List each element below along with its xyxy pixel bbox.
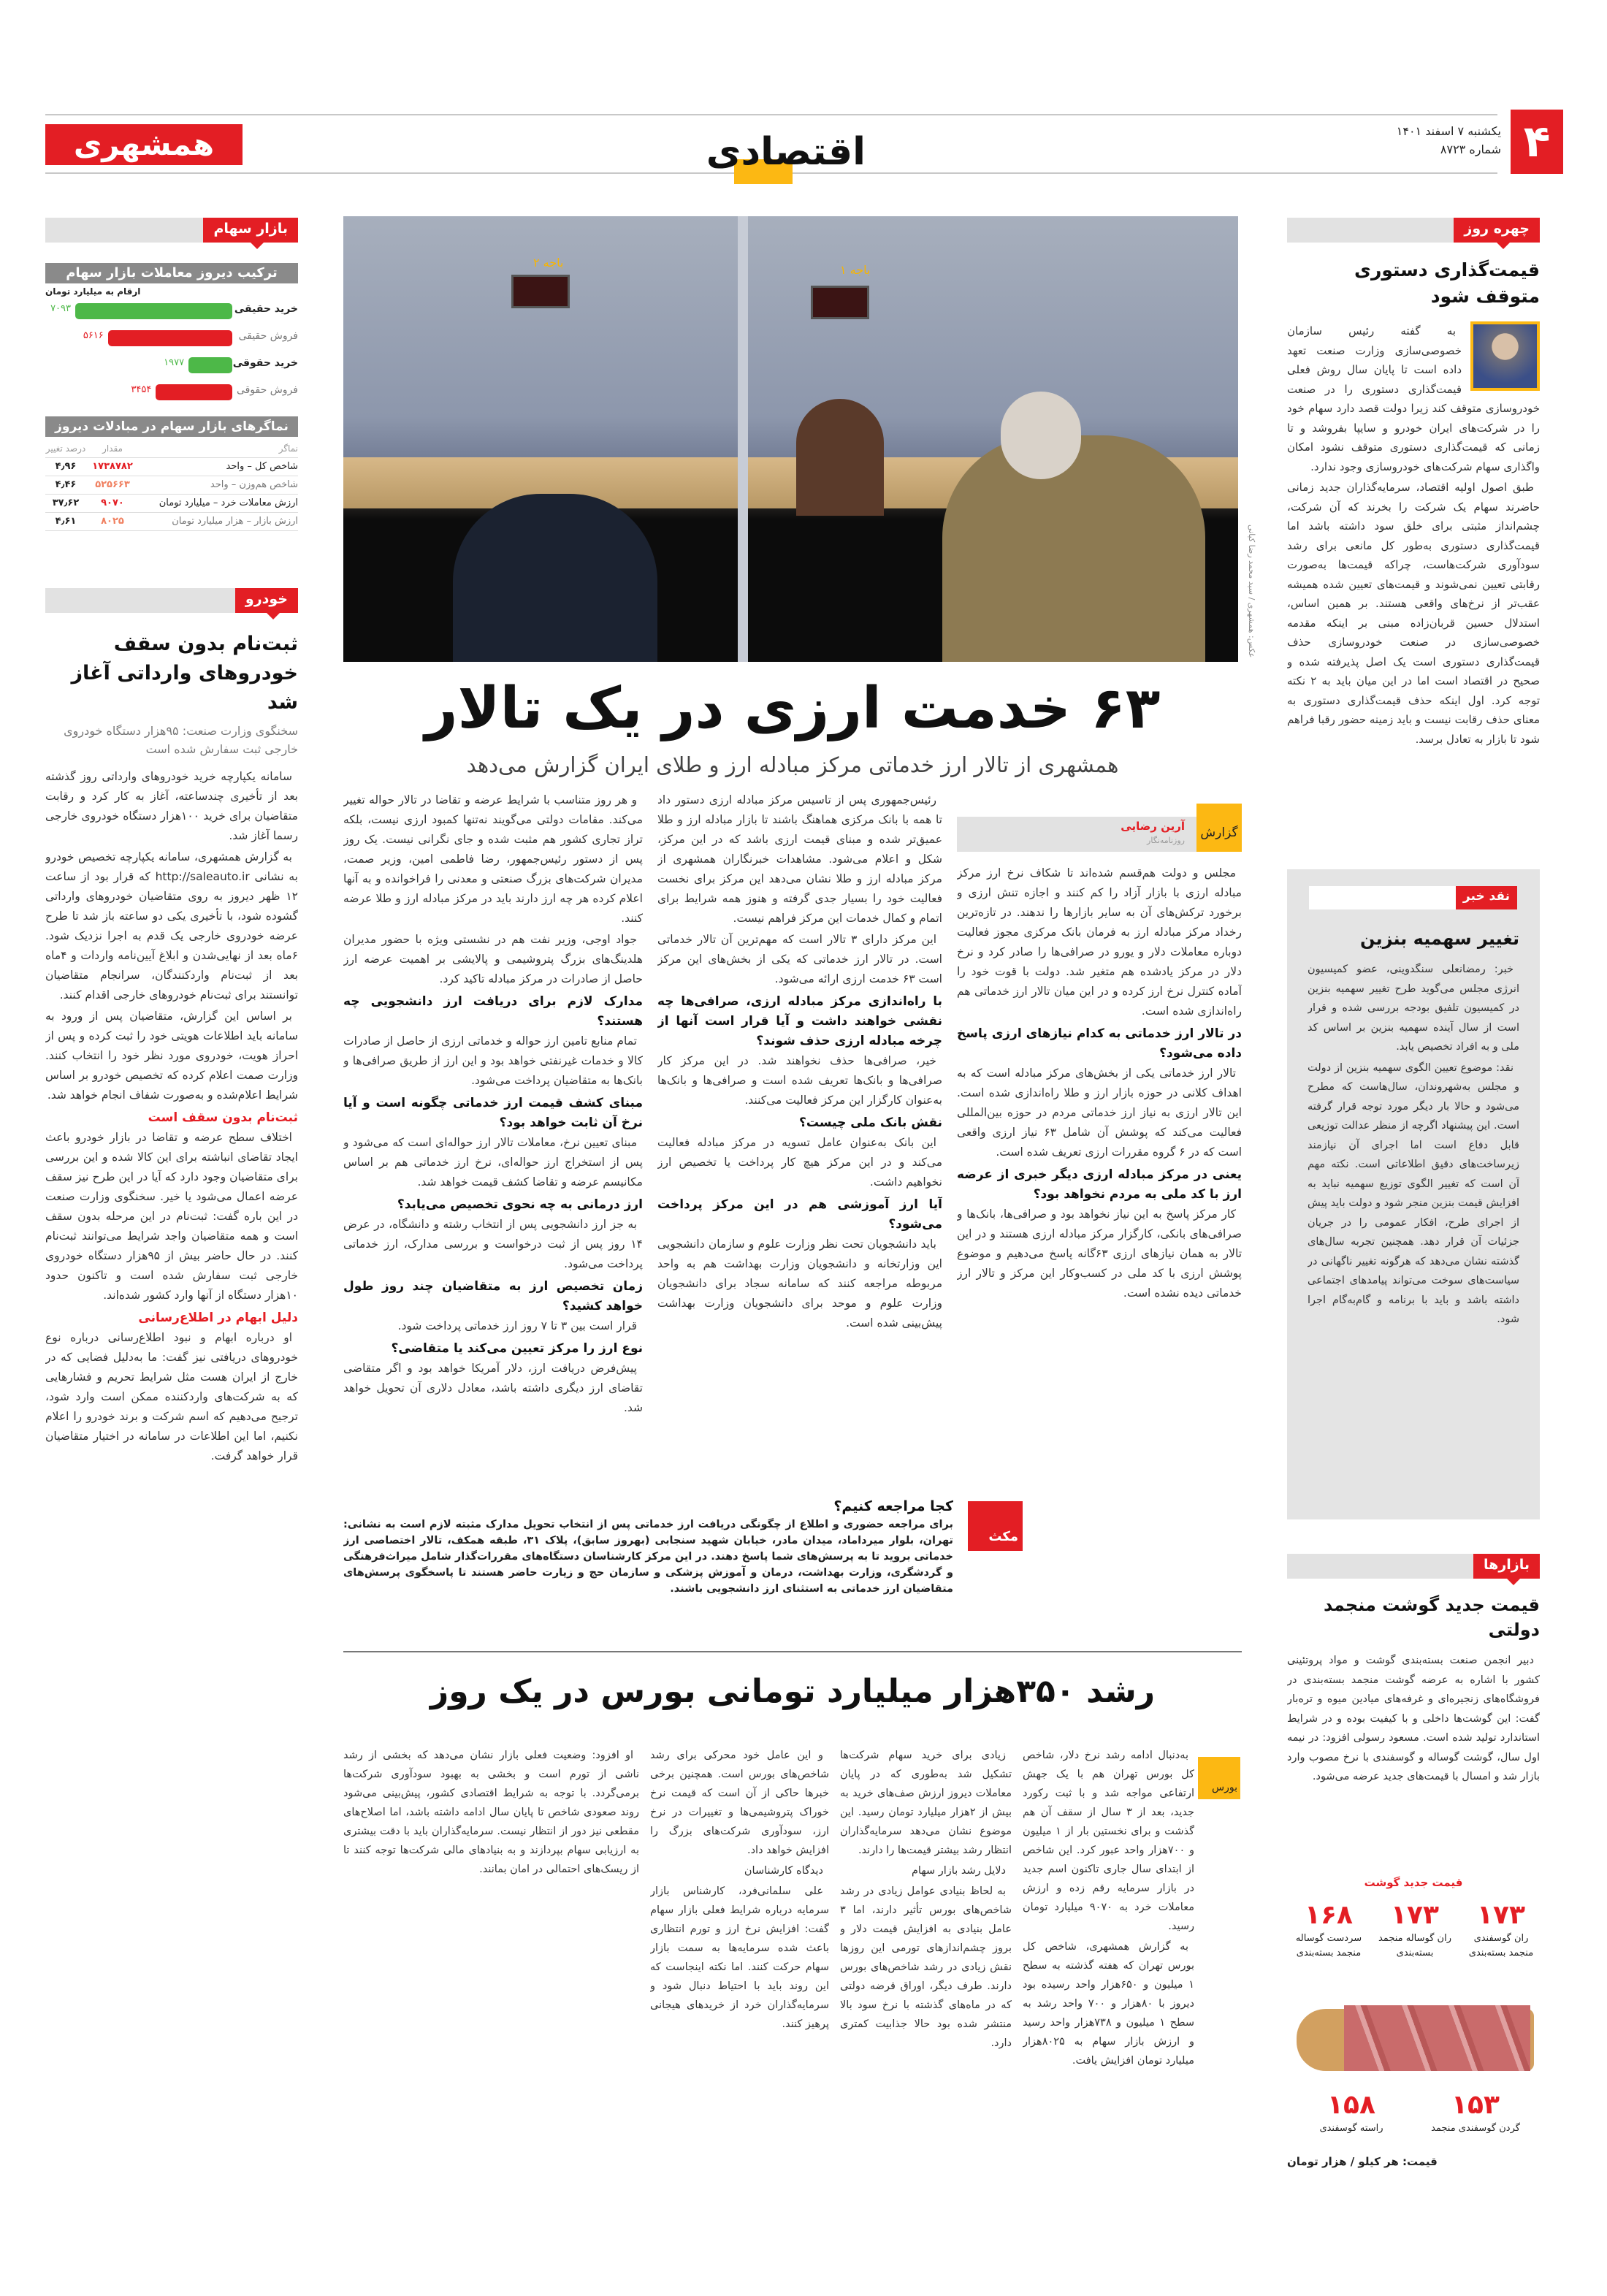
report-tag: گزارش [1196, 804, 1242, 852]
main-headline: ۶۳ خدمت ارزی در یک تالار [424, 676, 1161, 741]
paragraph: تالار ارز خدماتی یکی از بخش‌های مرکز مبادله است که به اهداف کلانی در حوزه بازار ارز و طلا راه‌اندازی شده است. این تالار ارزی به نیاز ارز خدماتی مردم در حوزه بین‌المللی فعالیت می‌کند که پوشش آن شامل ۶۳ نیاز ارزی واقعی است که در ۶ گروه مقررات ارزی تعریف شده است. [957, 1067, 1242, 1159]
face-kicker [1287, 218, 1540, 243]
table-cell: ۴٫۹۶ [55, 461, 77, 472]
table-cell: ۴٫۶۱ [55, 516, 77, 527]
bourse-col-4 [343, 1746, 639, 2162]
paragraph-list [343, 1359, 643, 1418]
paragraph: جواد اوجی، وزیر نفت هم در نشستی ویژه با حضور مدیران هلدینگ‌های بزرگ پتروشیمی و پالایشی بر اهمیت عرضه ارز حاصل از صادرات در مرکز مبادله تاکید کرد. [343, 933, 643, 985]
meat-price-item [1461, 1899, 1541, 1961]
bar-value-label: ۵۶۱۶ [83, 330, 104, 341]
main-subtitle: همشهری از تالار ارز خدماتی مرکز مبادله ارز و طلای ایران گزارش می‌دهد [466, 752, 1119, 777]
meat-price-value: ۱۵۸ [1327, 2090, 1375, 2120]
qa-question: مبنای کشف قیمت ارز خدماتی چگونه است و آیا نرخ آن ثابت خواهد بود؟ [343, 1096, 643, 1130]
where-to-go-title: کجا مراجعه کنیم؟ [833, 1498, 953, 1514]
paragraph: او درباره ابهام و نبود اطلاع‌رسانی درباره نوع خودروهای دریافتی نیز گفت: ما به‌دلیل فضایی که در خارج از ایران هست مثل شرایط تحریم و فشارهایی که به شرکت‌های واردکننده ممکن است وارد شود، ترجیح می‌دهیم که اسم شرکت و برند خودرو را اعلام نکنیم، اما این اطلاعات در سامانه در اختیار متقاضیان قرار خواهد گرفت. [45, 1331, 298, 1462]
table-cell: ۴٫۴۶ [55, 479, 77, 490]
paragraph: بر اساس این گزارش، متقاضیان پس از ورود به سامانه باید اطلاعات هویتی خود را ثبت کرده و پس از احراز هویت، خودروی مورد نظر خود را انتخاب کنند. وزارت صمت اعلام کرده که تخصیص خودرو بر اساس شرایط اعلام‌شده و به‌صورت شفاف انجام خواهد شد. [45, 1010, 298, 1102]
counter-label-2: باجه ۲ [533, 256, 564, 270]
makas-tag: مکث [968, 1501, 1023, 1551]
table-row [45, 458, 298, 476]
meat-price-label: راسته گوسفندی [1319, 2123, 1383, 2134]
stock-chart-unit: ارقام به میلیارد تومان [45, 286, 141, 297]
car-headline: ثبت‌نام بدون سقف خودروهای وارداتی آغاز شد [71, 633, 298, 714]
photo-credit: عکس: همشهری / سید محمد رضا کیانی [1247, 524, 1256, 657]
main-body-col-1 [957, 863, 1242, 1484]
stock-indices-table [45, 440, 298, 531]
paragraph-list [1308, 960, 1519, 1330]
paragraph-list [343, 1746, 639, 1879]
newspaper-logo: همشهری [45, 124, 243, 165]
paragraph: و این عامل خود محرکی برای رشد شاخص‌های بورس است. همچنین برخی خبرها حاکی از آن است که قیمت نرخ خوراک پتروشیمی‌ها و تغییرات در نرخ ارز، سودآوری شرکت‌های بزرگ را افزایش خواهد داد. [650, 1750, 829, 1856]
meat-price-value: ۱۷۳ [1391, 1900, 1439, 1930]
where-to-go [343, 1496, 953, 1646]
bar-label: خرید حقوقی [232, 357, 298, 369]
paragraph: و هر روز متناسب با شرایط عرضه و تقاضا در تالار حواله تغییر می‌کند. مقامات دولتی می‌گویند نه‌تنها کمبود ارزی نیست، بلکه تراز تجاری کشور هم مثبت شده و جای نگرانی نیست. یک روز پس از دستور رئیس‌جمهور، رضا فاطمی امین، وزیر صمت، مدیران شرکت‌های بزرگ صنعتی و معدنی را فراخوانده و به آنها اعلام کرده هر چه ارز دارند باید در مرکز مبادله ارز و طلا عرضه کنند. [343, 793, 643, 925]
stock-kicker [45, 218, 298, 243]
table-cell: ۹۰۷۰ [101, 497, 124, 508]
table-header: مقدار [102, 443, 123, 454]
meat-price-label: ران گوساله منجمد بسته‌بندی [1378, 1933, 1451, 1959]
paragraph-list [343, 1316, 643, 1336]
qa-question: نقش بانک ملی چیست؟ [799, 1115, 942, 1130]
paragraph: پیش‌فرض دریافت ارز، دلار آمریکا خواهد بود و اگر متقاضی تقاضای ارز دیگری داشته باشد، معادل دلاری آن تحویل خواهد شد. [343, 1362, 643, 1414]
car-kicker-tag: خودرو [235, 588, 298, 613]
table-cell: ۵۲۵۶۶۳ [95, 479, 130, 490]
table-cell: شاخص هم‌وزن – واحد [210, 479, 298, 490]
paragraph-list [650, 1746, 829, 2034]
qa-question: ارز درمانی به چه نحوی تخصیص می‌یابد؟ [397, 1197, 643, 1212]
paragraph: سامانه یکپارچه خرید خودروهای وارداتی روز گذشته بعد از تأخیری چندساعته، آغاز به کار کرد و رقابت متقاضیان برای خرید ۱۰۰هزار دستگاه خودروی خارجی رسما آغاز شد. [45, 770, 298, 842]
meat-price-value: ۱۷۳ [1477, 1900, 1525, 1930]
meat-price-value: ۱۵۳ [1451, 2090, 1500, 2120]
paragraph: رئیس‌جمهوری پس از تاسیس مرکز مبادله ارزی دستور داد تا همه با بانک مرکزی هماهنگ باشند تا بازار مبادله ارز و طلا عمیق‌تر شده و مبنای قیمت ارزی باشد که در این مرکز، شکل و اعلام می‌شود. مشاهدات خبرنگاران همشهری از مرکز مبادله ارز و طلا نشان می‌دهد این مرکز برای نخست فعالیت خود را بسیار جدی گرفته و هنوز همه شرایط برای اتمام و کمال خدمات این مرکز فراهم نیست. [657, 793, 942, 925]
meat-price-label: گردن گوسفندی منجمد [1431, 2123, 1520, 2134]
paragraph: به گفته رئیس سازمان خصوصی‌سازی وزارت صنعت تعهد داده است تا پایان سال روش فعلی قیمت‌گذاری دستوری را در صنعت خودروسازی متوقف کند زیرا دولت قصد دارد سهام خود را در شرکت‌های ایران خودرو و سایپا بفروشد و تا زمانی که قیمت‌گذاری دستوری متوقف نشود امکان واگذاری سهام شرکت‌های خودروسازی وجود ندارد. [1287, 324, 1540, 473]
paragraph-list [45, 1128, 298, 1305]
meat-price-label: ران گوسفندی منجمد بسته‌بندی [1468, 1933, 1534, 1959]
masthead-rule-top [45, 114, 1497, 115]
author-name: آرین رضایی [1121, 820, 1185, 833]
face-headline: قیمت‌گذاری دستوری متوقف شود [1354, 259, 1540, 307]
meat-cuts [1344, 2005, 1530, 2071]
critique-headline: تغییر سهمیه بنزین [1359, 928, 1519, 949]
car-article [45, 630, 298, 2164]
paragraph: به گزارش همشهری، سامانه یکپارچه تخصیص خودرو به نشانی http://saleauto.ir که قرار بود از ساعت ۱۲ ظهر دیروز به روی متقاضیان خودروهای وارداتی گشوده شود، با تأخیری یکی دو ساعته باز شد تا طرح عرضه خودروی خارجی یک قدم به اجرا نزدیک شود. ۶ماه بعد از نهایی‌شدن و ابلاغ آیین‌نامه واردات و ۴ماه بعد از ثبت‌نام واردکنندگان، سرانجام متقاضیان توانستند برای ثبت‌نام خودروهای خارجی اقدام کنند. [45, 850, 298, 1002]
section-title-text: اقتصادی [706, 130, 866, 174]
meat-price-item [1297, 2089, 1406, 2136]
meat-infographic-title: قیمت جدید گوشت [1364, 1876, 1463, 1889]
paragraph-list [45, 767, 298, 1105]
table-cell: شاخص کل – واحد [226, 461, 298, 472]
paragraph-list [343, 1133, 643, 1192]
bourse-col-2 [840, 1746, 1012, 2162]
qa-question: مدارک لازم برای دریافت ارز دانشجویی چه هستند؟ [343, 994, 643, 1029]
author-role: روزنامه‌نگار [1147, 836, 1185, 845]
paragraph: خیر، صرافی‌ها حذف نخواهند شد. در این مرکز کار صرافی‌ها و بانک‌ها تعریف شده است و صرافی‌ها و بانک‌ها به‌عنوان کارگزار این مرکز فعالیت می‌کنند. [657, 1054, 942, 1107]
qa-question: یعنی در مرکز مبادله ارزی دیگر خبری از عرضه ارز با کد ملی به مردم نخواهد بود؟ [957, 1167, 1242, 1202]
paragraph: مبنای تعیین نرخ، معاملات تالار ارز حواله‌ای است که می‌شود و پس از استخراج ارز حواله‌ای، نرخ ارز خدماتی هم بر اساس مکانیسم عرضه و تقاضا کشف قیمت خواهد شد. [343, 1136, 643, 1189]
where-to-go-text: برای مراجعه حضوری و اطلاع از چگونگی دریافت ارز خدماتی پس از انتخاب تحویل مدارک مثبته لازم است به نشانی: تهران، بلوار میرداماد، میدان مادر، خیابان شهید سنجابی (بهروز سابق)، پلاک ۳۱، طبقه همکف، تالار اختصاصی ارز خدماتی بروید تا به پرسش‌های شما پاسخ دهند. در این مرکز کارشناسان دستگاه‌های مقررات‌گذار شامل میراث‌فرهنگی و گردشگری، وزارت بهداشت، درمان و آموزش پزشکی و سازمان حج و زیارت حاضر هستند تا پاسخگوی پرسش‌های متقاضیان ارز خدماتی به استثنای ارز دانشجویی باشند. [343, 1519, 953, 1595]
qa-question: با راه‌اندازی مرکز مبادله ارزی، صرافی‌ها چه نقشی خواهند داشت و آیا قرار است آنها از چرخه مبادله ارزی حذف شوند؟ [657, 994, 942, 1048]
meat-price-label: سردست گوساله منجمد بسته‌بندی [1295, 1933, 1362, 1959]
paragraph: نقد: موضوع تعیین الگوی سهمیه بنزین از دولت و مجلس به‌شهروندان، سال‌هاست که مطرح می‌شود و حالا بار دیگر مورد توجه قرار گرفته است. این پیشنهاد اگرچه از منظر عدالت توزیعی قابل دفاع است اما اجرای آن نیازمند زیرساخت‌های دقیق اطلاعاتی است. نکته مهم آن است که تغییر الگوی توزیع سهمیه نباید به افزایش قیمت بنزین منجر شود و دولت باید پیش از اجرای طرح، افکار عمومی را در جریان جزئیات آن قرار دهد. همچنین تجربه سال‌های گذشته نشان می‌دهد که هرگونه تغییر ناگهانی در سیاست‌های سوخت می‌تواند پیامدهای اجتماعی داشته باشد و باید با برنامه و گام‌به‌گام اجرا شود. [1308, 1061, 1519, 1325]
qa-question: زمان تخصیص ارز به متقاضیان چند روز طول خواهد کشید؟ [343, 1279, 643, 1313]
bar [156, 384, 232, 400]
main-body-col-3 [343, 790, 643, 1484]
paragraph-list [657, 790, 942, 989]
paragraph-list [343, 790, 643, 989]
paragraph-list [1287, 1651, 1540, 1787]
stock-chart-title: ترکیب دیروز معاملات بازار سهام [45, 263, 298, 283]
bar-label: فروش حقوقی [236, 384, 298, 396]
counter-label-1: باجه ۱ [840, 263, 871, 277]
page-number: ۴ [1511, 110, 1563, 174]
section-title [706, 130, 866, 188]
meat-kicker [1287, 1554, 1540, 1579]
meat-price-item [1421, 2089, 1530, 2136]
table-header: نماگر [278, 443, 298, 454]
paragraph: دلایل رشد بازار سهام [911, 1865, 1006, 1877]
bar-value-label: ۷۰۹۳ [50, 303, 71, 314]
paragraph: به‌دنبال ادامه رشد نرخ دلار، شاخص کل بورس تهران هم با یک جهش ارتفاعی مواجه شد و با ثبت رکورد جدید، بعد از ۳ سال از سقف آن هم گذشت و برای نخستین بار از ۱ میلیون و ۷۰۰هزار واحد عبور کرد. این شاخص از ابتدای سال جاری تاکنون اسم جدید در بازار سرمایه رقم زده و ارزش معاملات خرد به ۹۰۷۰ میلیارد تومان رسید. [1023, 1750, 1194, 1932]
bourse-col-3 [650, 1746, 829, 2162]
bourse-col-1 [1023, 1746, 1194, 2162]
critique-kicker-tag: نقد خبر [1456, 886, 1517, 909]
face-portrait [1470, 321, 1540, 391]
paragraph: علی سلمانی‌فرد، کارشناس بازار سرمایه درباره شرایط فعلی بازار سهام گفت: افزایش نرخ ارز و تورم انتظاری باعث شده سرمایه‌ها به سمت بازار سهام حرکت کنند. اما نکته اینجاست که این روند باید با احتیاط دنبال شود و سرمایه‌گذاران خرد از خریدهای هیجانی پرهیز کنند. [650, 1885, 829, 2030]
paragraph-list [1023, 1746, 1194, 2070]
meat-unit-note: قیمت: هر کیلو / هزار تومان [1287, 2155, 1438, 2168]
paragraph-list [957, 1064, 1242, 1162]
car-lead: سخنگوی وزارت صنعت: ۹۵هزار دستگاه خودروی خارجی ثبت سفارش شده است [64, 724, 298, 756]
issue-date: یکشنبه ۷ اسفند ۱۴۰۱ [1396, 124, 1501, 138]
paragraph: تمام منابع تامین ارز حواله و خدماتی ارزی از حاصل از صادرات کالا و خدمات غیرنفتی خواهد بود و این ارز از طریق صرافی‌ها و بانک‌ها به متقاضیان پرداخت می‌شود. [343, 1034, 643, 1087]
paragraph: اختلاف سطح عرضه و تقاضا در بازار خودرو باعث ایجاد تقاضای انباشته برای این کالا شده و این بررسی برای متقاضیان وجود دارد که آیا در این طرح نیز سقف عرضه اعمال می‌شود یا خیر. سخنگوی وزارت صنعت در این باره گفت: ثبت‌نام در این مرحله بدون سقف است و همه متقاضیان واجد شرایط می‌توانند ثبت‌نام کنند. در حال حاضر بیش از ۹۵هزار دستگاه خودروی خارجی ثبت سفارش شده است و تاکنون حدود ۱۰هزار دستگاه از آنها وارد کشور شده‌اند. [45, 1131, 298, 1302]
byline-box [957, 817, 1242, 852]
qa-question: در تالار ارز خدماتی به کدام نیازهای ارزی پاسخ داده می‌شود؟ [957, 1026, 1242, 1061]
critique-kicker [1309, 886, 1517, 909]
table-cell: ۸۰۲۵ [101, 516, 124, 527]
bourse-headline: رشد ۳۵۰هزار میلیارد تومانی بورس در یک روز [430, 1673, 1156, 1710]
meat-price-value: ۱۶۸ [1305, 1900, 1353, 1930]
paragraph-list [657, 1133, 942, 1192]
paragraph: این مرکز دارای ۳ تالار است که مهم‌ترین آن تالار خدماتی است. در تالار ارز خدماتی که یکی از بخش‌های این مرکز است ۶۳ خدمت ارزی ارائه می‌شود. [657, 933, 942, 985]
paragraph: خبر: رمضانعلی سنگدوینی، عضو کمیسیون انرژی مجلس می‌گوید طرح تغییر سهمیه بنزین در کمیسیون تلفیق بودجه بررسی شده و قرار است از سال آینده سهمیه بنزین بر اساس کد ملی و به افراد تخصیص یابد. [1308, 964, 1519, 1053]
car-subhead-1: ثبت‌نام بدون سقف است [148, 1110, 298, 1125]
bar [75, 303, 232, 319]
table-cell: ۳۷٫۶۲ [52, 497, 80, 508]
paragraph: زیادی برای خرید سهام شرکت‌ها تشکیل شد به‌طوری که در پایان معاملات دیروز ارزش صف‌های خرید به بیش از ۲هزار میلیارد تومان رسید. این موضوع نشان می‌دهد سرمایه‌گذاران انتظار رشد بیشتر قیمت‌ها را دارند. [840, 1750, 1012, 1856]
table-header-row [45, 440, 298, 458]
paragraph: قرار است بین ۳ تا ۷ روز ارز خدماتی پرداخت شود. [397, 1319, 637, 1332]
paragraph: طبق اصول اولیه اقتصاد، سرمایه‌گذاران جدید زمانی حاضرند سهام یک شرکت را بخرند که آن شرکت، چشم‌انداز مثبتی برای خلق سود داشته باشد اما قیمت‌گذاری دستوری به‌طور کل مانعی برای رشد سودآوری شرکت‌هاست، چراکه قیمت‌ها به‌صورت رقابتی تعیین نمی‌شوند و قیمت‌های تعیین شده همیشه عقب‌تر از نرخ‌های واقعی هستند. بر همین اساس، استدلال حسین قربان‌زاده مبنی بر اینکه مقدمه خصوصی‌سازی در صنعت خودروسازی حذف قیمت‌گذاری دستوری است یک اصل پذیرفته شده و صحیح در اقتصاد است اما در این میان باید به ۲ نکته توجه کرد. اول اینکه حذف قیمت‌گذاری دستوری به معنای حذف رقابت نیست و باید زمینه حضور رقبا فراهم شود تا بازار به تعادل برسد. [1287, 481, 1540, 746]
bar [188, 357, 232, 373]
qa-question: آیا ارز آموزشی هم در این مرکز پرداخت می‌شود؟ [657, 1197, 942, 1232]
paragraph-list [657, 1235, 942, 1333]
paragraph-list [840, 1746, 1012, 2053]
qa-question: نوع ارز را مرکز تعیین می‌کند یا متقاضی؟ [391, 1341, 643, 1356]
meat-price-item [1375, 1899, 1455, 1961]
table-header: درصد تغییر [45, 443, 86, 454]
paragraph: مجلس و دولت هم‌قسم شده‌اند تا شکاف نرخ ارز مرکز مبادله ارزی با بازار آزاد را کم کنند و اجازه تنش ارزی و برخورد ترکش‌های آن به سایر بازارها را ندهند. در تازه‌ترین رخداد مرکز مبادله ارز به فرمان بانک مرکزی مجوز فعالیت دوباره معاملات دلار و یورو در صرافی‌ها را صادر کرد و نرخ دلار در مرکز یادشده هم متغیر شد. دولت با قوت خود را آماده کنترل نرخ ارز کرده و در این میان تالار ارز خدماتی هم راه‌اندازی شده است. [957, 866, 1242, 1018]
bar-value-label: ۱۹۷۷ [164, 357, 185, 368]
meat-article [1287, 1593, 1540, 1869]
paragraph-list [657, 1051, 942, 1110]
meat-kicker-tag: بازارها [1473, 1554, 1540, 1579]
bourse-rule [343, 1651, 1242, 1652]
stock-kicker-tag: بازار سهام [203, 218, 298, 243]
car-subhead-2: دلیل ابهام در اطلاع‌رسانی [138, 1311, 298, 1325]
paragraph-list [343, 1215, 643, 1274]
stock-indices-title: نماگرهای بازار سهام در مبادلات دیروز [45, 416, 298, 437]
paragraph: دبیر انجمن صنعت بسته‌بندی گوشت و مواد پروتئینی کشور با اشاره به عرضه گوشت منجمد بسته‌بندی در فروشگاه‌های زنجیره‌ای و غرفه‌های میادین میوه و تره‌بار گفت: این گوشت‌ها داخلی و با کیفیت بوده و در شرایط استاندارد تولید شده است. مسعود رسولی افزود: در نیمه اول سال، گوشت گوساله و گوسفندی با نرخ مصوب وارد بازار شد و امسال با قیمت‌های جدید عرضه می‌شود. [1287, 1655, 1540, 1782]
bar [108, 330, 232, 346]
face-article [1287, 257, 1540, 812]
bar-label: فروش حقیقی [238, 330, 298, 342]
critique-article [1308, 926, 1519, 1507]
paragraph: به گزارش همشهری، شاخص کل بورس تهران که هفته گذشته به سطح ۱ میلیون و ۶۵۰هزار واحد رسیده بود دیروز با ۸۰هزار و ۷۰۰ واحد رشد به سطح ۱ میلیون و ۷۳۸هزار واحد رسید و ارزش بازار سهام به ۸۰۲۵هزار میلیارد تومان افزایش یافت. [1023, 1941, 1194, 2067]
paragraph: او افزود: وضعیت فعلی بازار نشان می‌دهد که بخشی از رشد ناشی از تورم است و بخشی به بهبود سودآوری شرکت‌ها برمی‌گردد. با توجه به شرایط اقتصادی کشور، پیش‌بینی می‌شود روند صعودی شاخص تا پایان سال ادامه داشته باشد، اما اصلاح‌های مقطعی نیز دور از انتظار نیست. سرمایه‌گذاران باید با دقت بیشتری به ارزیابی سهام بپردازند و به بنیادهای مالی شرکت‌ها توجه کنند تا از ریسک‌های احتمالی در امان بمانند. [343, 1750, 639, 1875]
paragraph-list [45, 1328, 298, 1466]
paragraph-list [957, 1205, 1242, 1303]
meat-headline: قیمت جدید گوشت منجمد دولتی [1323, 1595, 1540, 1640]
car-kicker [45, 588, 298, 613]
main-body-col-2 [657, 790, 942, 1484]
face-kicker-tag: چهره روز [1454, 218, 1540, 243]
table-row [45, 495, 298, 513]
paragraph: دیدگاه کارشناسان [744, 1865, 823, 1877]
paragraph-list [343, 1031, 643, 1091]
issue-number: شماره ۸۷۲۳ [1440, 142, 1501, 156]
paragraph: باید دانشجویان تحت نظر وزارت علوم و سازمان دانشجویی این وزارتخانه و دانشجویان وزارت بهداشت هم به واحد مربوطه مراجعه کنند که سامانه سجاد برای دانشجویان وزارت علوم و موحد برای دانشجویان وزارت بهداشت پیش‌بینی شده است. [657, 1237, 942, 1330]
table-cell: ارزش معاملات خرد – میلیارد تومان [159, 497, 298, 508]
table-row [45, 513, 298, 531]
bar-label: خرید حقیقی [234, 303, 298, 315]
table-cell: ارزش بازار – هزار میلیارد تومان [172, 516, 298, 527]
stock-bar-chart [45, 303, 298, 413]
meat-price-item [1289, 1899, 1369, 1961]
bourse-tag: بورس [1198, 1757, 1240, 1799]
paragraph: به جز ارز دانشجویی پس از انتخاب رشته و دانشگاه، در عرض ۱۴ روز پس از ثبت درخواست و بررسی مدارک، ارز خدماتی پرداخت می‌شود. [343, 1218, 643, 1270]
paragraph: به لحاظ بنیادی عوامل زیادی در رشد شاخص‌های بورس تأثیر دارند، اما ۳ عامل بنیادی به افزایش قیمت دلار و بروز چشم‌اندازهای تورمی این روزها نقش زیادی در رشد شاخص‌های بورس دارند. طرف دیگر، اوراق قرضه دولتی که در ماه‌های گذشته با نرخ سود بالا منتشر شده بود حالا جذابیت کمتری دارد. [840, 1885, 1012, 2049]
paragraph: این بانک به‌عنوان عامل تسویه در مرکز مبادله فعالیت می‌کند و در این مرکز هیچ کار پرداخت یا تخصیص ارز نخواهیم داشت. [657, 1136, 942, 1189]
bar-value-label: ۳۴۵۴ [131, 384, 152, 395]
table-cell: ۱۷۳۸۷۸۲ [92, 461, 133, 472]
paragraph-list [957, 863, 1242, 1021]
table-row [45, 476, 298, 495]
paragraph: کار مرکز پاسخ به این نیاز نخواهد بود و صرافی‌ها، بانک‌ها و صرافی‌های بانکی، کارگزار مرکز مبادله ارزی هستند و در این تالار به همان نیازهای ارزی ۶۳گانه پاسخ می‌دهیم و موضوع پوشش ارزی با کد ملی در کسب‌وکار این مرکز و تالار ارز خدماتی دیده نشده است. [957, 1208, 1242, 1300]
main-photo [343, 216, 1238, 662]
